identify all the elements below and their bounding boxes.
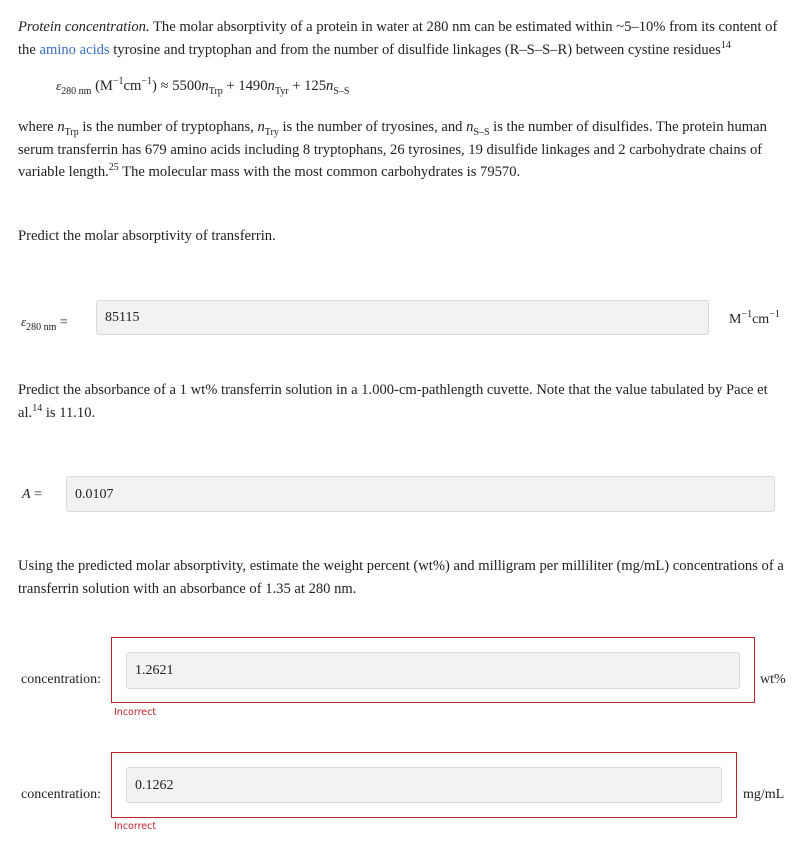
eq-n-trp: n — [201, 78, 209, 94]
where-trp-sub: Trp — [64, 127, 79, 138]
reference-25: 25 — [108, 162, 119, 173]
where-ss-sub: S–S — [473, 127, 490, 138]
q1-equals: = — [59, 315, 68, 330]
reference-14: 14 — [720, 39, 731, 51]
q3-row1-unit: wt% — [760, 672, 786, 687]
intro-paragraph — [18, 16, 788, 61]
q3-row2-label: concentration: — [21, 787, 102, 802]
eq-epsilon: ε — [56, 78, 62, 93]
where-paragraph — [18, 116, 788, 184]
q2-answer-field[interactable]: 0.0107 — [66, 476, 775, 512]
eq-plus-1: + 1490 — [222, 78, 268, 94]
q3-row2-unit: mg/mL — [743, 787, 785, 802]
q1-unit-cm: cm — [752, 312, 770, 327]
q1-epsilon: ε — [21, 314, 27, 329]
q2-prompt — [18, 379, 788, 424]
q2-equals: = — [34, 487, 42, 502]
intro-text-2: tyrosine and tryptophan and from the number of disulfide linkages (R–S–S–R) between cystine residues — [109, 41, 721, 58]
where-try-sub: Try — [264, 127, 279, 138]
eq-tyr-sub: Tyr — [274, 86, 289, 97]
eq-units-open: (M — [95, 78, 113, 94]
where-text-1: where — [18, 119, 58, 135]
q2-reference: 14 — [32, 402, 43, 414]
where-n-try: n — [257, 119, 265, 135]
q2-prompt-text-a: Predict the absorbance of a 1 wt% transferrin solution in a 1.000-cm-pathlength cuvette. Note that the value tabulated by Pace et al. — [18, 382, 768, 421]
absorptivity-equation — [56, 78, 349, 95]
where-n-ss: n — [466, 119, 474, 135]
intro-text-1: The molar absorptivity of a protein in water at 280 nm can be estimated within ~5–10% from its content of the — [18, 19, 778, 58]
eq-n-tyr: n — [267, 78, 275, 94]
eq-n-ss: n — [326, 78, 334, 94]
q1-unit-m: M — [729, 312, 742, 327]
eq-cm: cm — [123, 78, 142, 94]
eq-epsilon-sub: 280 nm — [61, 86, 92, 97]
q1-unit — [729, 309, 780, 328]
eq-plus-2: + 125 — [288, 78, 326, 94]
q1-unit-exp-2: −1 — [769, 309, 780, 320]
q3-row1-feedback: Incorrect — [114, 707, 157, 718]
mg-per-ml-answer-field[interactable]: 0.1262 — [126, 767, 722, 803]
q1-prompt: Predict the molar absorptivity of transferrin. — [18, 228, 276, 244]
eq-exp-2: −1 — [141, 76, 153, 87]
q1-answer-field[interactable]: 85115 — [96, 300, 709, 335]
eq-units-close: ) — [152, 78, 157, 94]
intro-title: Protein concentration. — [18, 19, 150, 35]
q3-prompt: Using the predicted molar absorptivity, estimate the weight percent (wt%) and milligram per milliliter (mg/mL) concentrations of a transferrin solution with an absorbance of 1.35 at 280 nm. — [18, 558, 784, 597]
amino-acids-link[interactable]: amino acids — [39, 41, 110, 58]
eq-exp-1: −1 — [112, 76, 124, 87]
q2-label — [22, 487, 42, 503]
eq-ss-sub: S–S — [333, 86, 350, 97]
eq-trp-sub: Trp — [208, 86, 223, 97]
wt-percent-answer-field[interactable]: 1.2621 — [126, 652, 740, 689]
where-text-2: is the number of tryptophans, — [78, 119, 258, 135]
q3-row2-feedback: Incorrect — [114, 821, 157, 832]
q3-row1-label: concentration: — [21, 672, 102, 687]
q1-label — [21, 314, 68, 331]
q1-epsilon-sub: 280 nm — [26, 322, 57, 333]
where-n-trp: n — [57, 119, 65, 135]
where-text-5: The molecular mass with the most common carbohydrates is 79570. — [118, 164, 521, 180]
q2-label-a: A — [22, 487, 31, 502]
q1-unit-exp-1: −1 — [741, 309, 753, 320]
eq-rhs: ≈ 5500 — [160, 78, 202, 94]
where-text-4: is the number of disulfides. The protein human serum transferrin has 679 amino acids including 8 tryptophans, 26 tyrosines, 19 disulfide linkages and 2 carbohydrate chains of variable length. — [18, 119, 767, 180]
q2-prompt-text-b: is 11.10. — [42, 404, 96, 421]
where-text-3: is the number of tryosines, and — [278, 119, 467, 135]
